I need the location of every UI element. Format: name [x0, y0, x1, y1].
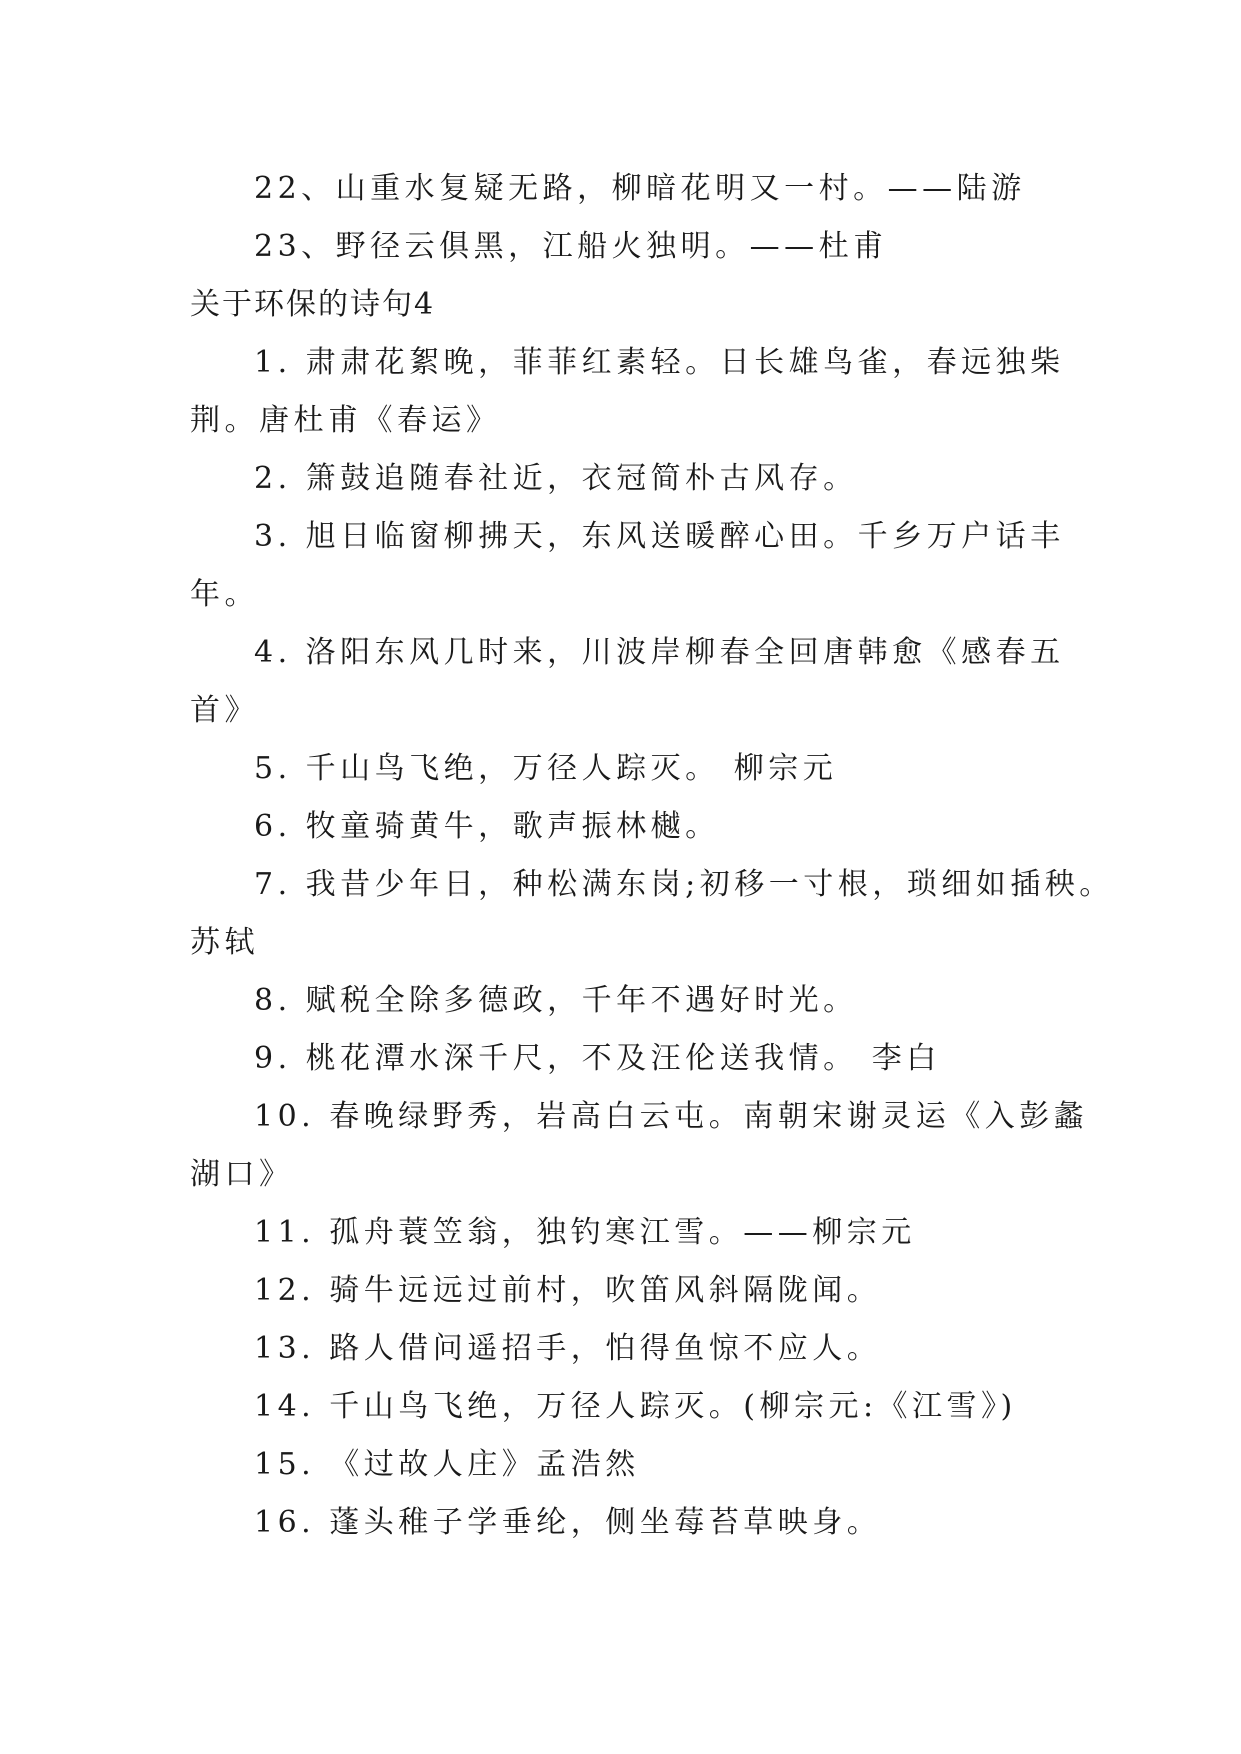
poem-line-9: 9. 桃花潭水深千尺，不及汪伦送我情。 李白: [254, 1041, 941, 1076]
poem-line-11: 11. 孤舟蓑笠翁，独钓寒江雪。——柳宗元: [254, 1215, 916, 1250]
poem-line-16: 16. 蓬头稚子学垂纶，侧坐莓苔草映身。: [254, 1505, 882, 1540]
poem-line-15: 15. 《过故人庄》孟浩然: [254, 1447, 640, 1482]
document-body: [190, 160, 1114, 1552]
poem-line-7-cont: 苏轼: [190, 925, 259, 960]
poem-line-2: 2. 箫鼓追随春社近，衣冠简朴古风存。: [254, 461, 858, 496]
poem-line-5: 5. 千山鸟飞绝，万径人踪灭。 柳宗元: [254, 751, 838, 786]
poem-line-10: 10. 春晚绿野秀，岩高白云屯。南朝宋谢灵运《入彭蠡: [254, 1099, 1089, 1134]
poem-line-4: 4. 洛阳东风几时来，川波岸柳春全回唐韩愈《感春五: [254, 635, 1065, 670]
section-heading: 关于环保的诗句4: [190, 287, 436, 322]
poem-line-7: 7. 我昔少年日，种松满东岗;初移一寸根，琐细如插秧。: [254, 867, 1114, 902]
poem-line-1: 1. 肃肃花絮晚，菲菲红素轻。日长雄鸟雀，春远独柴: [254, 345, 1065, 380]
poem-line-23: 23、野径云俱黑，江船火独明。——杜甫: [254, 229, 888, 264]
poem-line-3: 3. 旭日临窗柳拂天，东风送暖醉心田。千乡万户话丰: [254, 519, 1065, 554]
poem-line-3-cont: 年。: [190, 577, 259, 612]
poem-line-22: 22、山重水复疑无路，柳暗花明又一村。——陆游: [254, 171, 1026, 206]
poem-line-1-cont: 荆。唐杜甫《春运》: [190, 403, 501, 438]
poem-line-6: 6. 牧童骑黄牛，歌声振林樾。: [254, 809, 720, 844]
poem-line-4-cont: 首》: [190, 693, 259, 728]
poem-line-8: 8. 赋税全除多德政，千年不遇好时光。: [254, 983, 858, 1018]
poem-line-12: 12. 骑牛远远过前村，吹笛风斜隔陇闻。: [254, 1273, 882, 1308]
poem-line-10-cont: 湖口》: [190, 1157, 294, 1192]
poem-line-14: 14. 千山鸟飞绝，万径人踪灭。(柳宗元:《江雪》): [254, 1389, 1017, 1424]
poem-line-13: 13. 路人借问遥招手，怕得鱼惊不应人。: [254, 1331, 882, 1366]
